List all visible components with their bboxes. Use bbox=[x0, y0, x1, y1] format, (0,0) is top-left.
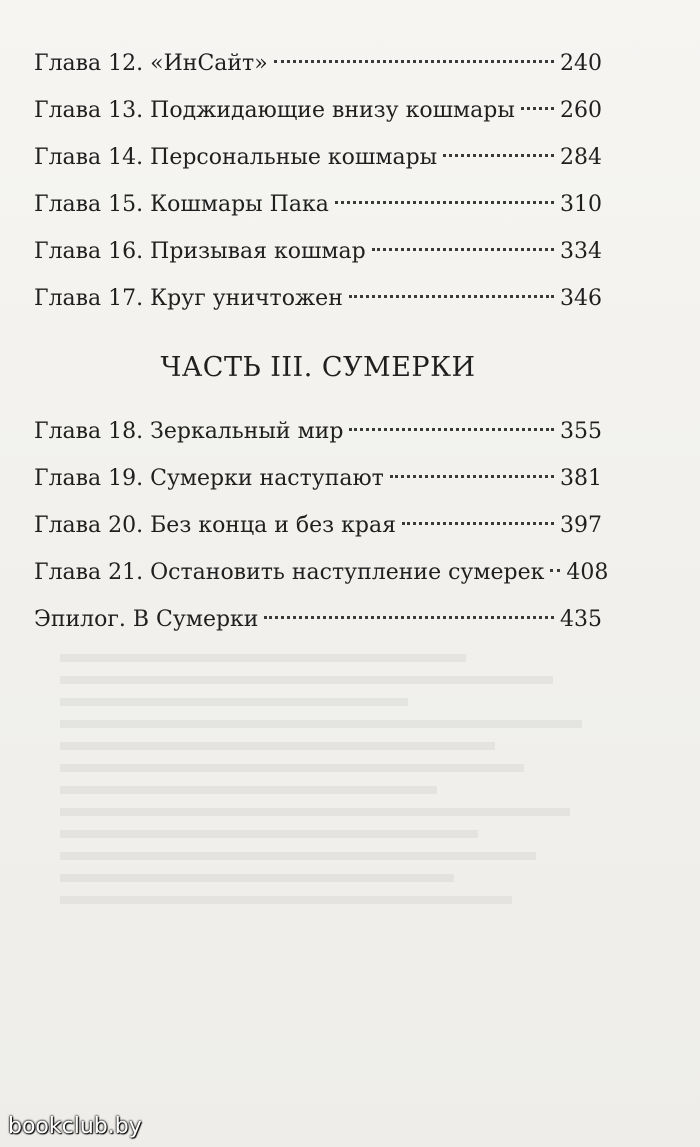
toc-entry-page: 346 bbox=[560, 286, 602, 311]
toc-entry-page: 408 bbox=[566, 560, 609, 585]
toc-entry-title: Глава 21. Остановить наступление сумерек bbox=[34, 560, 545, 585]
toc-entry-title: Глава 13. Поджидающие внизу кошмары bbox=[34, 98, 515, 123]
toc-entry[interactable] bbox=[34, 408, 602, 455]
toc-entry-title: Глава 12. «ИнСайт» bbox=[34, 51, 268, 76]
dot-leader bbox=[402, 522, 554, 525]
toc-entry-title: Глава 15. Кошмары Пака bbox=[34, 192, 329, 217]
toc-entry[interactable] bbox=[34, 596, 602, 643]
dot-leader bbox=[274, 60, 554, 63]
toc-entry-page: 240 bbox=[560, 51, 602, 76]
toc-entry-page: 381 bbox=[560, 466, 602, 491]
toc-entry-title: Глава 17. Круг уничтожен bbox=[34, 286, 343, 311]
toc-entry-page: 435 bbox=[560, 607, 602, 632]
toc-entry-page: 260 bbox=[560, 98, 602, 123]
toc-entry-page: 310 bbox=[560, 192, 602, 217]
dot-leader bbox=[550, 569, 560, 572]
table-of-contents bbox=[34, 40, 609, 643]
toc-entry-title: Глава 14. Персональные кошмары bbox=[34, 145, 438, 170]
dot-leader bbox=[349, 428, 554, 431]
toc-entry[interactable] bbox=[34, 87, 602, 134]
bleed-through-text bbox=[60, 640, 640, 1040]
toc-entry[interactable] bbox=[34, 40, 602, 87]
toc-entry[interactable] bbox=[34, 455, 602, 502]
toc-entry[interactable] bbox=[34, 502, 602, 549]
toc-entry[interactable] bbox=[34, 228, 602, 275]
dot-leader bbox=[443, 154, 554, 157]
toc-entry-title: Глава 18. Зеркальный мир bbox=[34, 419, 344, 444]
toc-entry-title: Глава 20. Без конца и без края bbox=[34, 513, 396, 538]
toc-entry[interactable] bbox=[34, 275, 602, 322]
toc-entry[interactable] bbox=[34, 549, 609, 596]
watermark: bookclub.by bbox=[8, 1114, 142, 1139]
toc-entry-page: 284 bbox=[560, 145, 602, 170]
toc-entry[interactable] bbox=[34, 134, 602, 181]
toc-entry-page: 334 bbox=[560, 239, 602, 264]
part-heading: ЧАСТЬ III. СУМЕРКИ bbox=[160, 352, 476, 383]
dot-leader bbox=[390, 475, 554, 478]
dot-leader bbox=[264, 616, 554, 619]
dot-leader bbox=[372, 248, 554, 251]
toc-entry-title: Эпилог. В Сумерки bbox=[34, 607, 259, 632]
toc-entry-title: Глава 19. Сумерки наступают bbox=[34, 466, 384, 491]
toc-entry-title: Глава 16. Призывая кошмар bbox=[34, 239, 366, 264]
toc-entry[interactable] bbox=[34, 181, 602, 228]
dot-leader bbox=[521, 107, 554, 110]
toc-entry-page: 397 bbox=[560, 513, 602, 538]
toc-entry-page: 355 bbox=[560, 419, 602, 444]
dot-leader bbox=[335, 201, 554, 204]
dot-leader bbox=[349, 295, 554, 298]
